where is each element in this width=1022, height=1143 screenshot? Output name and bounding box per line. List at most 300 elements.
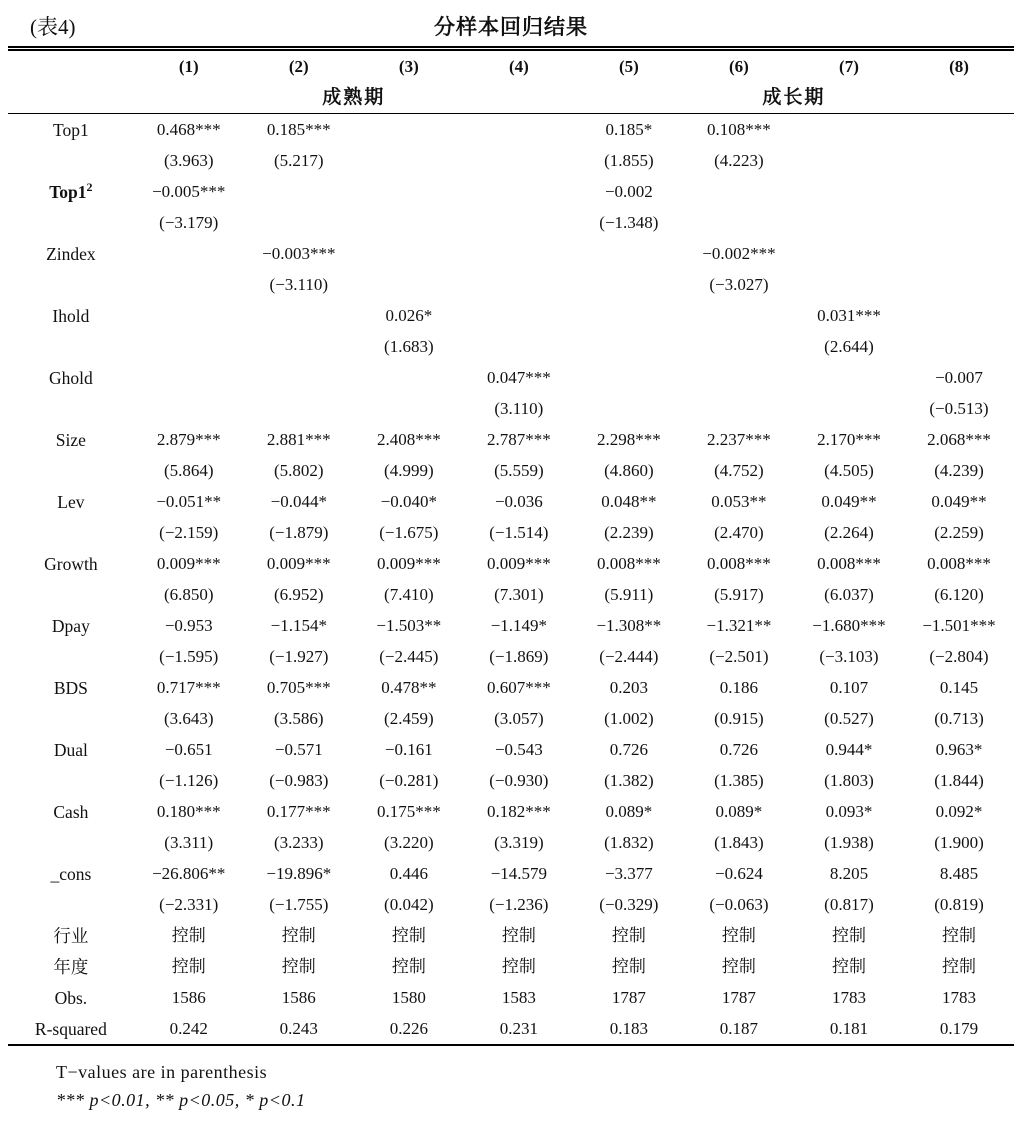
variable-label: Dual (53, 739, 88, 760)
coef-row (8, 176, 1014, 207)
tstat-row (8, 269, 1014, 300)
tstat-cell (684, 207, 794, 238)
tstat-cell: (−2.804) (929, 646, 989, 666)
tstat-cell: (−3.103) (819, 646, 879, 666)
column-number-4: (4) (508, 56, 529, 76)
tstat-cell: (3.963) (163, 150, 214, 170)
coef-cell: −3.377 (604, 863, 653, 883)
coef-cell: −0.044* (270, 491, 327, 511)
tstat-cell: (7.410) (384, 584, 434, 604)
stat-row (8, 920, 1014, 951)
coef-cell: 0.108*** (707, 119, 771, 139)
tstat-row (8, 393, 1014, 424)
tstat-cell: (0.527) (824, 708, 874, 728)
tstat-cell: (4.860) (604, 460, 654, 480)
coef-cell: 0.963* (935, 739, 983, 759)
stat-cell: 0.187 (719, 1018, 759, 1038)
coef-cell: 0.047*** (486, 367, 551, 387)
coef-cell: −0.571 (274, 739, 323, 759)
tstat-cell (464, 269, 574, 300)
empty-cell (8, 207, 134, 238)
stat-cell: 控制 (721, 925, 756, 945)
tstat-cell (354, 207, 464, 238)
coef-cell (244, 300, 354, 331)
tstat-cell: (1.844) (934, 770, 984, 790)
coef-cell (354, 362, 464, 393)
coef-row (8, 796, 1014, 827)
tstat-cell: (−2.444) (599, 646, 659, 666)
stat-cell: 控制 (171, 956, 206, 976)
tstat-cell: (2.644) (824, 336, 874, 356)
coef-cell: 0.944* (825, 739, 873, 759)
tstat-cell: (2.470) (714, 522, 764, 542)
coef-cell (244, 176, 354, 207)
coef-cell (904, 176, 1014, 207)
tstat-cell: (−1.927) (269, 646, 329, 666)
coef-cell: 2.408*** (376, 429, 441, 449)
tstat-cell: (−0.329) (599, 894, 659, 914)
tstat-cell (904, 269, 1014, 300)
coef-cell: 0.089* (605, 801, 653, 821)
coef-cell (134, 238, 244, 269)
coef-cell: 0.049** (931, 491, 987, 511)
coef-cell: 0.705*** (266, 677, 331, 697)
column-number-8: (8) (949, 56, 969, 76)
tstat-cell: (−1.236) (489, 894, 549, 914)
tstat-row (8, 331, 1014, 362)
stat-label: 行业 (53, 925, 89, 946)
tstat-cell (354, 393, 464, 424)
tstat-cell: (−0.983) (269, 770, 329, 790)
coef-cell: 0.008*** (597, 553, 661, 573)
tstat-cell (904, 145, 1014, 176)
coef-cell: −1.501*** (922, 615, 996, 635)
tstat-cell: (−1.675) (379, 522, 439, 542)
coef-cell: 0.008*** (927, 553, 991, 573)
tstat-cell (574, 269, 684, 300)
tstat-cell: (5.802) (274, 460, 324, 480)
tstat-cell: (−0.930) (489, 770, 549, 790)
note-significance: *** p<0.01, ** p<0.05, * p<0.1 (56, 1090, 306, 1110)
stat-label: R-squared (34, 1018, 107, 1039)
tstat-cell: (0.042) (384, 894, 434, 914)
stat-label: Obs. (54, 987, 88, 1008)
coef-cell (904, 300, 1014, 331)
corner-cell (8, 82, 134, 114)
coef-cell: 0.031*** (817, 305, 881, 325)
tstat-cell: (−0.063) (709, 894, 769, 914)
empty-cell (8, 393, 134, 424)
tstat-cell: (1.803) (824, 770, 874, 790)
coef-row (8, 486, 1014, 517)
stat-cell: 0.181 (829, 1018, 869, 1038)
empty-cell (8, 641, 134, 672)
tstat-cell: (5.864) (163, 460, 214, 480)
tstat-cell: (6.037) (824, 584, 874, 604)
coef-cell: −0.005*** (152, 181, 226, 201)
tstat-cell (794, 207, 904, 238)
table-notes (56, 1058, 1014, 1114)
variable-label: Growth (44, 553, 98, 574)
tstat-cell: (−1.755) (269, 894, 329, 914)
tstat-cell (464, 331, 574, 362)
table-title: 分样本回归结果 (434, 15, 588, 39)
tstat-cell: (−1.869) (489, 646, 549, 666)
tstat-cell: (5.917) (714, 584, 764, 604)
tstat-cell (134, 393, 244, 424)
variable-label: Size (55, 429, 86, 450)
coef-cell: 0.008*** (817, 553, 881, 573)
tstat-row (8, 889, 1014, 920)
variable-label: Dpay (51, 615, 90, 636)
tstat-cell: (2.239) (604, 522, 654, 542)
stat-cell: 1580 (391, 987, 426, 1007)
coef-cell (574, 300, 684, 331)
column-number-row (8, 51, 1014, 82)
coef-cell: 8.205 (829, 863, 869, 883)
tstat-cell: (6.952) (274, 584, 324, 604)
tstat-row (8, 579, 1014, 610)
tstat-cell (794, 393, 904, 424)
coef-row (8, 238, 1014, 269)
tstat-cell: (2.459) (384, 708, 434, 728)
coef-cell: −0.953 (164, 615, 213, 635)
coef-cell: 2.237*** (707, 429, 771, 449)
tstat-cell: (4.752) (714, 460, 764, 480)
tstat-row (8, 703, 1014, 734)
tstat-cell (904, 207, 1014, 238)
coef-cell: 0.177*** (266, 801, 331, 821)
tstat-cell: (0.915) (714, 708, 764, 728)
tstat-cell: (1.855) (604, 150, 654, 170)
coef-cell (354, 238, 464, 269)
tstat-cell: (−3.027) (709, 274, 769, 294)
coef-cell: 0.145 (939, 677, 979, 697)
stat-cell: 1586 (281, 987, 316, 1007)
tstat-cell: (3.233) (274, 832, 324, 852)
variable-label: BDS (53, 677, 88, 698)
tstat-cell: (7.301) (494, 584, 544, 604)
tstat-cell: (0.817) (824, 894, 874, 914)
coef-cell (464, 176, 574, 207)
coef-cell: 0.107 (829, 677, 869, 697)
coef-cell: −14.579 (490, 863, 548, 883)
stat-cell: 0.179 (939, 1018, 979, 1038)
coef-cell: 0.009*** (376, 553, 441, 573)
tstat-cell: (−2.501) (709, 646, 769, 666)
empty-cell (8, 517, 134, 548)
coef-cell: −1.149* (490, 615, 548, 635)
tstat-cell: (1.002) (604, 708, 654, 728)
coef-cell: 0.726 (609, 739, 649, 759)
empty-cell (8, 455, 134, 486)
tstat-cell: (1.382) (604, 770, 654, 790)
coef-row (8, 610, 1014, 641)
variable-label: Lev (57, 491, 85, 512)
group-header: 成长期 (574, 82, 1014, 114)
tstat-cell: (1.900) (934, 832, 984, 852)
coef-row (8, 114, 1014, 146)
coef-cell: −0.002*** (702, 243, 776, 263)
stat-cell: 控制 (941, 925, 976, 945)
tstat-row (8, 641, 1014, 672)
coef-cell (244, 362, 354, 393)
tstat-cell: (1.938) (824, 832, 874, 852)
coef-cell (794, 176, 904, 207)
tstat-cell: (−0.513) (929, 398, 989, 418)
coef-cell (464, 114, 574, 146)
coef-cell (684, 176, 794, 207)
stat-cell: 0.231 (499, 1018, 538, 1038)
tstat-cell: (−1.595) (159, 646, 219, 666)
coef-row (8, 672, 1014, 703)
coef-cell: 0.053** (711, 491, 767, 511)
stat-cell: 控制 (501, 925, 536, 945)
coef-cell: −0.007 (935, 367, 983, 387)
tstat-cell: (1.843) (714, 832, 764, 852)
column-number-3: (3) (398, 56, 419, 76)
tstat-cell: (3.220) (384, 832, 434, 852)
coef-row (8, 362, 1014, 393)
coef-cell: 0.717*** (156, 677, 221, 697)
tstat-cell: (3.311) (164, 832, 214, 852)
tstat-cell (134, 269, 244, 300)
stat-label: 年度 (53, 956, 89, 977)
regression-table-wrap (8, 46, 1014, 1046)
column-number-1: (1) (178, 56, 199, 76)
stat-row (8, 982, 1014, 1013)
coef-cell: 0.607*** (486, 677, 551, 697)
tstat-row (8, 827, 1014, 858)
coef-cell: 0.048** (601, 491, 657, 511)
variable-label: Top1 (53, 119, 89, 140)
coef-cell (574, 238, 684, 269)
coef-cell: 2.170*** (817, 429, 881, 449)
stat-row (8, 1013, 1014, 1044)
tstat-cell: (−2.159) (159, 522, 219, 542)
stat-cell: 控制 (611, 925, 646, 945)
coef-cell: 0.009*** (266, 553, 331, 573)
coef-cell (794, 238, 904, 269)
stat-cell: 1783 (941, 987, 976, 1007)
tstat-cell (684, 331, 794, 362)
tstat-cell: (1.683) (384, 336, 434, 356)
coef-cell: 0.446 (389, 863, 428, 883)
tstat-cell (574, 393, 684, 424)
stat-cell: 控制 (281, 956, 316, 976)
coef-cell: 0.182*** (486, 801, 551, 821)
stat-cell: 0.243 (279, 1018, 318, 1038)
empty-cell (8, 703, 134, 734)
tstat-cell (794, 145, 904, 176)
tstat-cell: (4.239) (934, 460, 984, 480)
coef-cell: −0.036 (494, 491, 543, 511)
coef-cell: 8.485 (939, 863, 979, 883)
stat-cell: 控制 (831, 956, 866, 976)
coef-cell: −0.543 (494, 739, 543, 759)
coef-cell: 0.008*** (707, 553, 771, 573)
coef-cell (464, 300, 574, 331)
empty-cell (8, 765, 134, 796)
coef-cell: −1.308** (596, 615, 662, 635)
tstat-cell (794, 269, 904, 300)
tstat-cell: (−3.110) (269, 274, 329, 294)
table-number: (表4) (30, 15, 76, 39)
coef-row (8, 300, 1014, 331)
tstat-cell: (−0.281) (379, 770, 439, 790)
tstat-cell: (3.110) (494, 398, 544, 418)
tstat-cell: (0.713) (934, 708, 984, 728)
coef-cell: −0.003*** (262, 243, 336, 263)
coef-cell (794, 114, 904, 146)
tstat-cell: (2.264) (824, 522, 874, 542)
tstat-row (8, 207, 1014, 238)
coef-cell: 0.186 (719, 677, 759, 697)
coef-row (8, 858, 1014, 889)
coef-cell: 0.468*** (156, 119, 221, 139)
tstat-cell (244, 331, 354, 362)
tstat-row (8, 455, 1014, 486)
tstat-cell: (1.385) (714, 770, 764, 790)
stat-cell: 控制 (941, 956, 976, 976)
empty-cell (8, 579, 134, 610)
tstat-cell: (−1.348) (599, 212, 659, 232)
coef-cell: 0.093* (825, 801, 873, 821)
coef-row (8, 548, 1014, 579)
coef-cell: 0.009*** (486, 553, 551, 573)
column-number-2: (2) (288, 56, 309, 76)
coef-cell: −1.154* (270, 615, 327, 635)
tstat-row (8, 765, 1014, 796)
tstat-row (8, 145, 1014, 176)
group-header: 成熟期 (134, 82, 574, 114)
table-caption (8, 10, 1014, 46)
stat-cell: 控制 (831, 925, 866, 945)
tstat-cell (134, 331, 244, 362)
note-tvalues: T−values are in parenthesis (56, 1062, 268, 1082)
coef-cell (464, 238, 574, 269)
stat-cell: 1787 (611, 987, 646, 1007)
coef-cell: 0.203 (609, 677, 649, 697)
variable-label: Ghold (49, 367, 93, 388)
coef-cell: 0.049** (821, 491, 877, 511)
tstat-cell (904, 331, 1014, 362)
tstat-cell (354, 145, 464, 176)
coef-cell (574, 362, 684, 393)
tstat-cell: (6.850) (163, 584, 214, 604)
tstat-cell (684, 393, 794, 424)
coef-cell: 2.881*** (266, 429, 331, 449)
column-number-6: (6) (729, 56, 749, 76)
variable-label: $Top1^2$ (49, 179, 93, 202)
coef-cell (134, 362, 244, 393)
coef-cell: 0.726 (719, 739, 759, 759)
coef-cell (684, 362, 794, 393)
tstat-cell: (−3.179) (159, 212, 219, 232)
stat-cell: 0.226 (389, 1018, 428, 1038)
tstat-cell: (−2.331) (159, 894, 219, 914)
coef-cell: −0.002 (604, 181, 653, 201)
tstat-cell: (−2.445) (379, 646, 439, 666)
tstat-cell: (−1.879) (269, 522, 329, 542)
coef-cell (794, 362, 904, 393)
coef-cell: −0.651 (164, 739, 213, 759)
tstat-cell: (1.832) (604, 832, 654, 852)
coef-row (8, 734, 1014, 765)
coef-cell (134, 300, 244, 331)
coef-cell: −0.624 (715, 863, 763, 883)
coef-cell: −19.896* (266, 863, 332, 883)
tstat-cell: (2.259) (934, 522, 984, 542)
coef-cell: 2.787*** (486, 429, 551, 449)
coef-cell: 0.089* (715, 801, 763, 821)
coef-cell: 0.026* (385, 305, 433, 325)
coef-cell: 0.009*** (156, 553, 221, 573)
tstat-row (8, 517, 1014, 548)
tstat-cell: (4.505) (824, 460, 874, 480)
coef-cell: 0.092* (935, 801, 983, 821)
coef-cell: 0.478** (381, 677, 437, 697)
variable-label: Zindex (46, 243, 96, 264)
tstat-cell (464, 207, 574, 238)
coef-cell: 2.068*** (927, 429, 991, 449)
empty-cell (8, 145, 134, 176)
stat-cell: 控制 (721, 956, 756, 976)
empty-cell (8, 889, 134, 920)
coef-cell: −1.680*** (812, 615, 886, 635)
tstat-cell: (−1.126) (159, 770, 219, 790)
tstat-cell (244, 393, 354, 424)
stat-cell: 1586 (171, 987, 206, 1007)
stat-cell: 1783 (831, 987, 866, 1007)
tstat-cell (244, 207, 354, 238)
coef-cell (904, 238, 1014, 269)
coef-cell: 0.175*** (376, 801, 441, 821)
regression-table (8, 51, 1014, 1044)
coef-cell (354, 114, 464, 146)
tstat-cell: (6.120) (934, 584, 984, 604)
tstat-cell (354, 269, 464, 300)
coef-cell: −1.503** (376, 615, 442, 635)
group-header-row (8, 82, 1014, 114)
tstat-cell: (5.217) (274, 150, 324, 170)
coef-cell: −0.161 (384, 739, 433, 759)
coef-cell: −26.806** (152, 863, 226, 883)
stat-cell: 控制 (171, 925, 206, 945)
coef-cell: −0.051** (156, 491, 222, 511)
coef-cell: 0.185*** (266, 119, 331, 139)
stat-cell: 控制 (611, 956, 646, 976)
tstat-cell: (0.819) (934, 894, 984, 914)
stat-cell: 控制 (391, 956, 426, 976)
coef-cell: 0.180*** (156, 801, 221, 821)
tstat-cell (464, 145, 574, 176)
empty-cell (8, 827, 134, 858)
stat-cell: 1787 (721, 987, 756, 1007)
coef-cell (904, 114, 1014, 146)
stat-row (8, 951, 1014, 982)
stat-cell: 1583 (501, 987, 536, 1007)
coef-cell: 2.879*** (156, 429, 221, 449)
stat-cell: 控制 (501, 956, 536, 976)
tstat-cell: (4.223) (714, 150, 764, 170)
stat-cell: 控制 (391, 925, 426, 945)
tstat-cell: (3.319) (494, 832, 544, 852)
tstat-cell: (5.559) (494, 460, 544, 480)
tstat-cell: (3.586) (274, 708, 324, 728)
coef-cell: −0.040* (380, 491, 437, 511)
empty-cell (8, 331, 134, 362)
